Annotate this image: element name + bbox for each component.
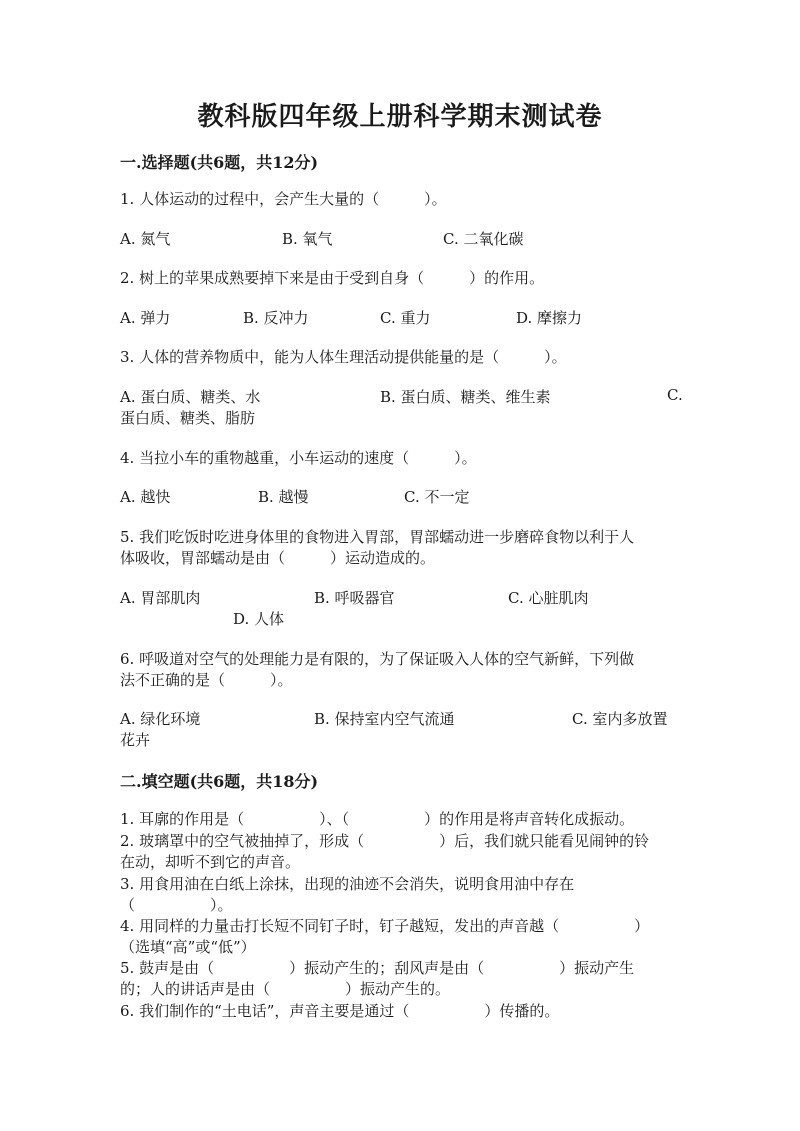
option-c: C. <box>667 386 683 404</box>
fill-line: （选填“高”或“低”） <box>120 938 256 956</box>
option-a: A. 越快 <box>120 488 171 506</box>
section-heading-choice: 一.选择题(共6题，共12分) <box>120 153 319 172</box>
page-title: 教科版四年级上册科学期末测试卷 <box>197 102 603 132</box>
fill-line: （ ）。 <box>120 896 233 914</box>
option-a: A. 胃部肌肉 <box>120 589 201 607</box>
question-text-continued: 体吸收，胃部蠕动是由（ ）运动造成的。 <box>120 549 436 567</box>
option-c: C. 重力 <box>380 309 431 327</box>
option-b: B. 反冲力 <box>243 309 309 327</box>
fill-line: 5. 鼓声是由（ ）振动产生的；刮风声是由（ ）振动产生 <box>120 959 635 977</box>
option-a: A. 蛋白质、糖类、水 <box>120 388 261 406</box>
question-text: 2. 树上的苹果成熟要掉下来是由于受到自身（ ）的作用。 <box>120 269 545 287</box>
section-heading-fill: 二.填空题(共6题，共18分) <box>120 772 319 791</box>
fill-line: 4. 用同样的力量击打长短不同钉子时，钉子越短，发出的声音越（ ） <box>120 917 650 935</box>
fill-line: 1. 耳廓的作用是（ ）、（ ）的作用是将声音转化成振动。 <box>120 810 635 828</box>
fill-line: 6. 我们制作的“土电话”，声音主要是通过（ ）传播的。 <box>120 1002 560 1020</box>
option-d: D. 人体 <box>233 610 285 628</box>
option-c: C. 二氧化碳 <box>443 230 524 248</box>
option-b: B. 氧气 <box>282 230 333 248</box>
question-text-continued: 法不正确的是（ ）。 <box>120 671 293 689</box>
option-c-text: 蛋白质、糖类、脂肪 <box>120 409 256 427</box>
option-c: C. 心脏肌肉 <box>508 589 589 607</box>
option-b: B. 越慢 <box>258 488 309 506</box>
option-b: B. 蛋白质、糖类、维生素 <box>380 388 551 406</box>
fill-line: 的；人的讲话声是由（ ）振动产生的。 <box>120 980 451 998</box>
option-c: C. 室内多放置 <box>572 710 668 728</box>
fill-line: 2. 玻璃罩中的空气被抽掉了，形成（ ）后，我们就只能看见闹钟的铃 <box>120 832 650 850</box>
option-b: B. 保持室内空气流通 <box>314 710 455 728</box>
question-text: 3. 人体的营养物质中，能为人体生理活动提供能量的是（ ）。 <box>120 348 567 366</box>
option-a: A. 氮气 <box>120 230 171 248</box>
question-text: 6. 呼吸道对空气的处理能力是有限的，为了保证吸入人体的空气新鲜，下列做 <box>120 650 635 668</box>
option-d: D. 摩擦力 <box>516 309 583 327</box>
question-text: 1. 人体运动的过程中，会产生大量的（ ）。 <box>120 190 447 208</box>
option-c: C. 不一定 <box>404 488 470 506</box>
option-b: B. 呼吸器官 <box>314 589 395 607</box>
option-c-text: 花卉 <box>120 731 151 749</box>
option-a: A. 绿化环境 <box>120 710 201 728</box>
fill-line: 3. 用食用油在白纸上涂抹，出现的油迹不会消失，说明食用油中存在 <box>120 875 575 893</box>
question-text: 5. 我们吃饭时吃进身体里的食物进入胃部，胃部蠕动进一步磨碎食物以利于人 <box>120 528 635 546</box>
option-a: A. 弹力 <box>120 309 171 327</box>
fill-line: 在动，却听不到它的声音。 <box>120 853 301 871</box>
question-text: 4. 当拉小车的重物越重，小车运动的速度（ ）。 <box>120 449 477 467</box>
